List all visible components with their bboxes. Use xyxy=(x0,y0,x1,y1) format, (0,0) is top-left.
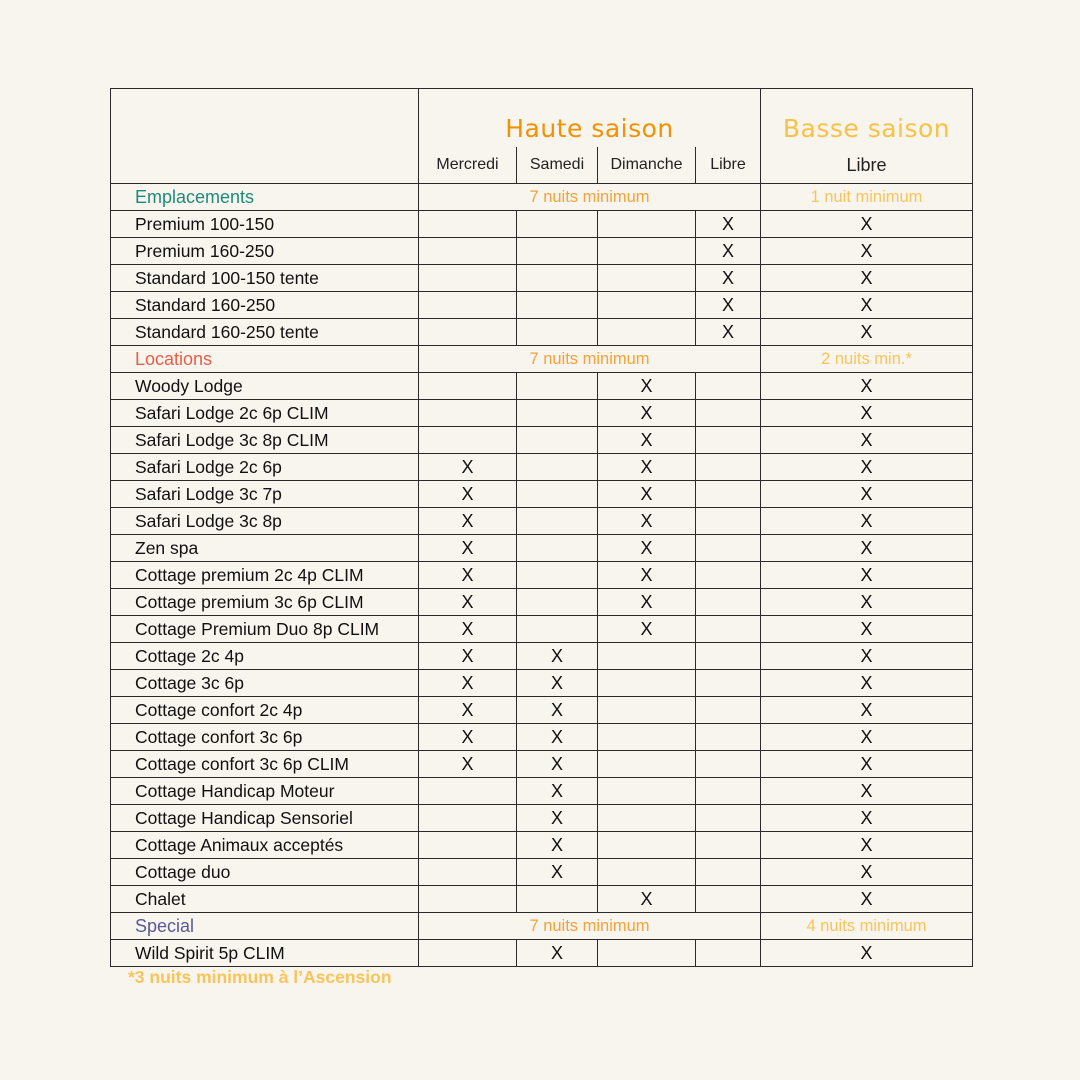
arrival-mark-basse-libre: X xyxy=(761,778,973,805)
accommodation-name: Safari Lodge 2c 6p CLIM xyxy=(111,400,419,427)
table-row xyxy=(111,319,973,346)
arrival-mark-mercredi xyxy=(419,238,517,265)
arrival-mark-basse-libre: X xyxy=(761,535,973,562)
table-row xyxy=(111,670,973,697)
arrival-mark-dimanche xyxy=(598,238,696,265)
arrival-mark-samedi xyxy=(517,481,598,508)
accommodation-name: Standard 160-250 tente xyxy=(111,319,419,346)
day-header-basse-libre: Libre xyxy=(761,147,973,184)
arrival-mark-dimanche xyxy=(598,670,696,697)
arrival-mark-dimanche: X xyxy=(598,886,696,913)
haute-minimum-nights: 7 nuits minimum xyxy=(419,913,761,940)
arrival-mark-samedi xyxy=(517,616,598,643)
footnote: *3 nuits minimum à l’Ascension xyxy=(128,967,392,987)
arrival-mark-samedi: X xyxy=(517,643,598,670)
arrival-mark-basse-libre: X xyxy=(761,940,973,967)
arrival-mark-dimanche: X xyxy=(598,400,696,427)
arrival-mark-dimanche: X xyxy=(598,616,696,643)
arrival-mark-dimanche xyxy=(598,940,696,967)
arrival-mark-libre xyxy=(696,643,761,670)
arrival-mark-basse-libre: X xyxy=(761,832,973,859)
arrival-mark-libre xyxy=(696,832,761,859)
arrival-mark-mercredi xyxy=(419,211,517,238)
table-row xyxy=(111,805,973,832)
accommodation-name: Safari Lodge 3c 8p CLIM xyxy=(111,427,419,454)
table-row xyxy=(111,238,973,265)
accommodation-name: Safari Lodge 3c 8p xyxy=(111,508,419,535)
arrival-mark-libre: X xyxy=(696,319,761,346)
arrival-mark-samedi: X xyxy=(517,670,598,697)
table-row xyxy=(111,724,973,751)
arrival-mark-samedi xyxy=(517,265,598,292)
arrival-mark-libre xyxy=(696,697,761,724)
arrival-mark-mercredi xyxy=(419,427,517,454)
table-row xyxy=(111,211,973,238)
arrival-mark-samedi xyxy=(517,886,598,913)
arrival-mark-mercredi xyxy=(419,265,517,292)
arrival-mark-dimanche: X xyxy=(598,589,696,616)
accommodation-name: Cottage confort 3c 6p xyxy=(111,724,419,751)
arrival-mark-samedi: X xyxy=(517,859,598,886)
arrival-mark-basse-libre: X xyxy=(761,589,973,616)
arrival-mark-dimanche: X xyxy=(598,481,696,508)
table-row xyxy=(111,481,973,508)
arrival-mark-dimanche xyxy=(598,724,696,751)
arrival-mark-libre xyxy=(696,805,761,832)
arrival-mark-dimanche xyxy=(598,319,696,346)
arrival-mark-libre xyxy=(696,535,761,562)
table-row xyxy=(111,832,973,859)
arrival-mark-basse-libre: X xyxy=(761,292,973,319)
arrival-mark-dimanche xyxy=(598,832,696,859)
arrival-mark-dimanche xyxy=(598,211,696,238)
arrival-mark-dimanche xyxy=(598,643,696,670)
arrival-mark-mercredi xyxy=(419,832,517,859)
arrival-mark-basse-libre: X xyxy=(761,724,973,751)
arrival-mark-dimanche: X xyxy=(598,454,696,481)
arrival-mark-basse-libre: X xyxy=(761,616,973,643)
table-row xyxy=(111,589,973,616)
accommodation-name: Cottage Handicap Moteur xyxy=(111,778,419,805)
arrival-mark-basse-libre: X xyxy=(761,238,973,265)
arrival-mark-samedi: X xyxy=(517,697,598,724)
arrival-mark-basse-libre: X xyxy=(761,319,973,346)
arrival-mark-libre xyxy=(696,562,761,589)
arrival-mark-mercredi xyxy=(419,400,517,427)
basse-minimum-nights: 4 nuits minimum xyxy=(761,913,973,940)
arrival-mark-samedi: X xyxy=(517,751,598,778)
arrival-mark-libre xyxy=(696,508,761,535)
section-title: Emplacements xyxy=(111,184,419,211)
arrival-mark-libre: X xyxy=(696,265,761,292)
arrival-mark-mercredi xyxy=(419,886,517,913)
table-row xyxy=(111,886,973,913)
accommodation-name: Chalet xyxy=(111,886,419,913)
arrival-mark-libre xyxy=(696,859,761,886)
arrival-mark-mercredi: X xyxy=(419,670,517,697)
arrival-mark-mercredi xyxy=(419,859,517,886)
table-row xyxy=(111,940,973,967)
arrival-mark-samedi: X xyxy=(517,940,598,967)
arrival-mark-mercredi: X xyxy=(419,562,517,589)
accommodation-name: Safari Lodge 3c 7p xyxy=(111,481,419,508)
arrival-mark-samedi xyxy=(517,292,598,319)
arrival-mark-basse-libre: X xyxy=(761,211,973,238)
arrival-mark-basse-libre: X xyxy=(761,859,973,886)
arrival-mark-dimanche xyxy=(598,697,696,724)
haute-minimum-nights: 7 nuits minimum xyxy=(419,184,761,211)
arrival-mark-basse-libre: X xyxy=(761,805,973,832)
accommodation-name: Standard 160-250 xyxy=(111,292,419,319)
arrival-mark-basse-libre: X xyxy=(761,751,973,778)
arrival-mark-mercredi xyxy=(419,805,517,832)
accommodation-name: Safari Lodge 2c 6p xyxy=(111,454,419,481)
table-row xyxy=(111,508,973,535)
arrival-mark-samedi xyxy=(517,508,598,535)
arrival-mark-samedi: X xyxy=(517,832,598,859)
table-row xyxy=(111,292,973,319)
arrival-mark-libre: X xyxy=(696,238,761,265)
section-row xyxy=(111,913,973,940)
arrival-mark-samedi: X xyxy=(517,724,598,751)
arrival-mark-mercredi: X xyxy=(419,697,517,724)
arrival-mark-mercredi: X xyxy=(419,535,517,562)
arrival-mark-dimanche: X xyxy=(598,427,696,454)
arrival-mark-basse-libre: X xyxy=(761,643,973,670)
arrival-mark-samedi xyxy=(517,400,598,427)
basse-minimum-nights: 2 nuits min.* xyxy=(761,346,973,373)
day-header-samedi: Samedi xyxy=(517,147,598,184)
accommodation-name: Cottage Premium Duo 8p CLIM xyxy=(111,616,419,643)
arrival-mark-basse-libre: X xyxy=(761,562,973,589)
availability-table xyxy=(110,88,973,967)
accommodation-name: Cottage premium 2c 4p CLIM xyxy=(111,562,419,589)
arrival-mark-libre xyxy=(696,589,761,616)
arrival-mark-dimanche: X xyxy=(598,562,696,589)
accommodation-name: Zen spa xyxy=(111,535,419,562)
table-row xyxy=(111,697,973,724)
basse-minimum-nights: 1 nuit minimum xyxy=(761,184,973,211)
arrival-mark-dimanche xyxy=(598,859,696,886)
section-title: Locations xyxy=(111,346,419,373)
arrival-mark-libre xyxy=(696,616,761,643)
arrival-mark-libre xyxy=(696,427,761,454)
accommodation-name: Cottage Animaux acceptés xyxy=(111,832,419,859)
table-row xyxy=(111,427,973,454)
arrival-mark-samedi xyxy=(517,319,598,346)
table-row xyxy=(111,643,973,670)
table-row xyxy=(111,265,973,292)
arrival-mark-mercredi xyxy=(419,940,517,967)
accommodation-name: Cottage confort 3c 6p CLIM xyxy=(111,751,419,778)
accommodation-name: Premium 100-150 xyxy=(111,211,419,238)
arrival-mark-libre xyxy=(696,454,761,481)
day-header-libre: Libre xyxy=(696,147,761,184)
table-row xyxy=(111,562,973,589)
arrival-mark-libre xyxy=(696,778,761,805)
arrival-mark-basse-libre: X xyxy=(761,373,973,400)
accommodation-name: Cottage duo xyxy=(111,859,419,886)
arrival-mark-samedi: X xyxy=(517,805,598,832)
arrival-mark-libre xyxy=(696,724,761,751)
arrival-mark-mercredi: X xyxy=(419,751,517,778)
arrival-mark-mercredi: X xyxy=(419,589,517,616)
table-row xyxy=(111,751,973,778)
haute-saison-heading: Haute saison xyxy=(419,89,761,148)
arrival-mark-basse-libre: X xyxy=(761,670,973,697)
arrival-mark-basse-libre: X xyxy=(761,265,973,292)
accommodation-name: Standard 100-150 tente xyxy=(111,265,419,292)
arrival-mark-libre: X xyxy=(696,211,761,238)
arrival-mark-mercredi xyxy=(419,292,517,319)
arrival-mark-mercredi xyxy=(419,778,517,805)
arrival-mark-basse-libre: X xyxy=(761,454,973,481)
arrival-mark-samedi xyxy=(517,211,598,238)
arrival-mark-basse-libre: X xyxy=(761,697,973,724)
accommodation-name: Cottage Handicap Sensoriel xyxy=(111,805,419,832)
arrival-mark-samedi: X xyxy=(517,778,598,805)
arrival-mark-libre: X xyxy=(696,292,761,319)
arrival-mark-dimanche xyxy=(598,292,696,319)
accommodation-name: Premium 160-250 xyxy=(111,238,419,265)
accommodation-name: Woody Lodge xyxy=(111,373,419,400)
table-row xyxy=(111,616,973,643)
arrival-mark-mercredi: X xyxy=(419,508,517,535)
arrival-mark-libre xyxy=(696,751,761,778)
arrival-mark-samedi xyxy=(517,454,598,481)
arrival-mark-mercredi xyxy=(419,319,517,346)
section-row xyxy=(111,346,973,373)
arrival-mark-basse-libre: X xyxy=(761,886,973,913)
day-header-mercredi: Mercredi xyxy=(419,147,517,184)
arrival-mark-dimanche xyxy=(598,751,696,778)
haute-minimum-nights: 7 nuits minimum xyxy=(419,346,761,373)
table-row xyxy=(111,400,973,427)
arrival-mark-samedi xyxy=(517,589,598,616)
arrival-mark-basse-libre: X xyxy=(761,427,973,454)
arrival-mark-libre xyxy=(696,940,761,967)
arrival-mark-libre xyxy=(696,400,761,427)
arrival-mark-libre xyxy=(696,886,761,913)
table-row xyxy=(111,535,973,562)
table-row xyxy=(111,373,973,400)
arrival-mark-libre xyxy=(696,481,761,508)
accommodation-name: Wild Spirit 5p CLIM xyxy=(111,940,419,967)
table-row xyxy=(111,859,973,886)
arrival-mark-libre xyxy=(696,670,761,697)
arrival-mark-libre xyxy=(696,373,761,400)
table-row xyxy=(111,454,973,481)
arrival-mark-basse-libre: X xyxy=(761,508,973,535)
arrival-mark-basse-libre: X xyxy=(761,400,973,427)
season-header-row xyxy=(111,89,973,148)
arrival-mark-dimanche: X xyxy=(598,508,696,535)
arrival-mark-mercredi: X xyxy=(419,724,517,751)
arrival-mark-mercredi: X xyxy=(419,454,517,481)
arrival-mark-samedi xyxy=(517,562,598,589)
arrival-mark-samedi xyxy=(517,427,598,454)
section-row xyxy=(111,184,973,211)
table-row xyxy=(111,778,973,805)
arrival-mark-samedi xyxy=(517,373,598,400)
basse-saison-heading: Basse saison xyxy=(761,89,973,148)
arrival-mark-dimanche: X xyxy=(598,535,696,562)
section-title: Special xyxy=(111,913,419,940)
arrival-mark-dimanche xyxy=(598,265,696,292)
accommodation-name: Cottage 2c 4p xyxy=(111,643,419,670)
arrival-mark-mercredi: X xyxy=(419,481,517,508)
corner-cell xyxy=(111,89,419,184)
accommodation-name: Cottage confort 2c 4p xyxy=(111,697,419,724)
arrival-mark-samedi xyxy=(517,535,598,562)
arrival-mark-mercredi: X xyxy=(419,616,517,643)
arrival-mark-dimanche xyxy=(598,778,696,805)
arrival-mark-mercredi xyxy=(419,373,517,400)
arrival-mark-dimanche xyxy=(598,805,696,832)
accommodation-name: Cottage premium 3c 6p CLIM xyxy=(111,589,419,616)
day-header-dimanche: Dimanche xyxy=(598,147,696,184)
arrival-mark-mercredi: X xyxy=(419,643,517,670)
accommodation-name: Cottage 3c 6p xyxy=(111,670,419,697)
arrival-mark-dimanche: X xyxy=(598,373,696,400)
arrival-mark-basse-libre: X xyxy=(761,481,973,508)
arrival-mark-samedi xyxy=(517,238,598,265)
